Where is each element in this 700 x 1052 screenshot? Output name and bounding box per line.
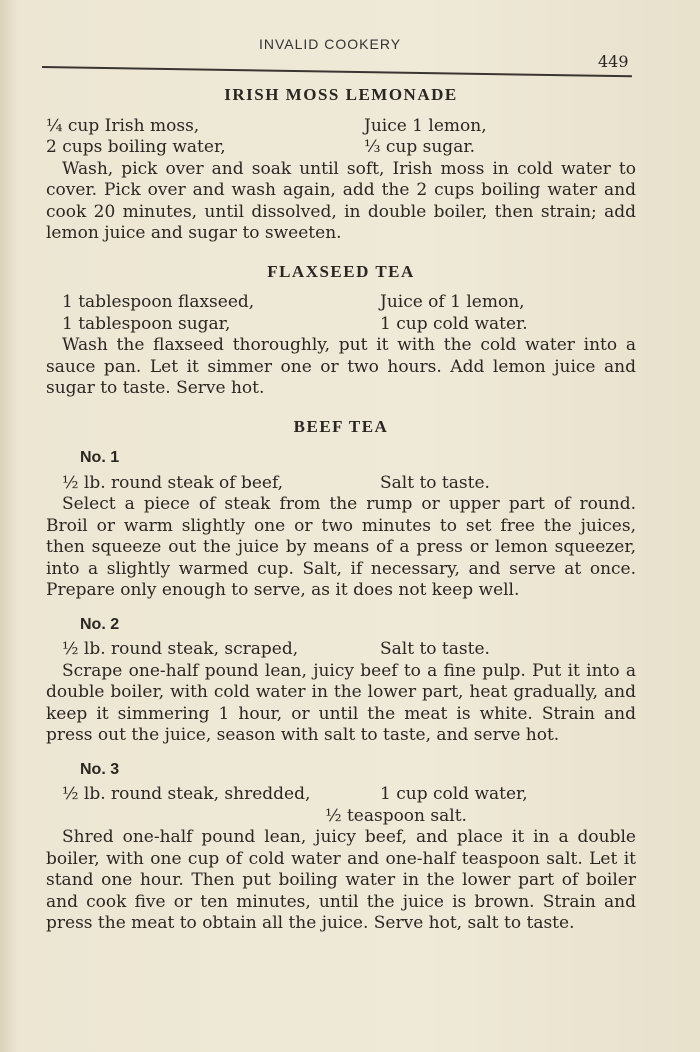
recipe-directions: Scrape one-half pound lean, juicy beef to a fine pulp. Put it into a double boiler, with cold water in the lower part, heat gradually, and keep it simmering 1 hour, or until the meat is white. Strain and press out the juice, season with salt to taste, and serve hot. bbox=[46, 660, 636, 745]
recipe-directions: Select a piece of steak from the rump or upper part of round. Broil or warm slightly one or two minutes to set free the juices, then squeeze out the juice by means of a press or lemon squeezer, into a slightly warmed cup. Salt, if necessary, and serve at once. Prepare only enough to serve, as it does not keep well. bbox=[46, 494, 636, 600]
header-rule bbox=[42, 66, 632, 77]
recipe-directions: Shred one-half pound lean, juicy beef, and place it in a double boiler, with one cup of cold water and one-half teaspoon salt. Let it stand one hour. Then put boiling water in the lower part of boiler and cook five or ten minutes, until the juice is brown. Strain and press the meat to obtain all the juice. Serve hot, salt to taste. bbox=[46, 827, 636, 933]
recipe-directions: Wash the flaxseed thoroughly, put it with the cold water into a sauce pan. Let it simmer one or two hours. Add lemon juice and sugar to taste. Serve hot. bbox=[46, 335, 636, 398]
ingredient: ½ teaspoon salt. bbox=[325, 805, 467, 826]
page-content bbox=[46, 84, 636, 951]
page-number: 449 bbox=[598, 52, 629, 71]
ingredient-row bbox=[46, 314, 636, 336]
beef-tea-variant-3 bbox=[46, 759, 636, 935]
ingredient: ½ lb. round steak of beef, bbox=[62, 472, 284, 493]
ingredient: 1 tablespoon flaxseed, bbox=[62, 292, 255, 312]
ingredient: Juice 1 lemon, bbox=[364, 115, 487, 136]
ingredient: 2 cups boiling water, bbox=[46, 137, 226, 157]
ingredient-row bbox=[46, 784, 636, 806]
ingredient: ⅓ cup sugar. bbox=[364, 137, 475, 157]
variant-label: No. 3 bbox=[80, 760, 120, 778]
ingredient: Salt to taste. bbox=[380, 639, 490, 659]
ingredient: ¼ cup Irish moss, bbox=[46, 115, 200, 136]
ingredient: ½ lb. round steak, scraped, bbox=[62, 639, 299, 659]
variant-label: No. 2 bbox=[80, 615, 120, 633]
running-title: INVALID COOKERY bbox=[258, 36, 402, 52]
ingredient-row bbox=[46, 137, 636, 159]
ingredient-row bbox=[46, 292, 636, 314]
recipe-beef-tea bbox=[46, 416, 636, 935]
recipe-irish-moss-lemonade bbox=[46, 84, 636, 245]
beef-tea-variant-1 bbox=[46, 447, 636, 602]
ingredient-row bbox=[46, 473, 636, 495]
ingredient: 1 cup cold water. bbox=[380, 313, 528, 334]
ingredient: ½ lb. round steak, shredded, bbox=[62, 784, 311, 804]
recipe-title: BEEF TEA bbox=[293, 416, 389, 436]
variant-label: No. 1 bbox=[80, 449, 120, 466]
beef-tea-variant-2 bbox=[46, 614, 636, 747]
ingredient: Salt to taste. bbox=[380, 472, 490, 493]
ingredient-row bbox=[46, 116, 636, 138]
ingredient: 1 cup cold water, bbox=[380, 784, 528, 804]
ingredient: Juice of 1 lemon, bbox=[380, 292, 525, 312]
recipe-flaxseed-tea bbox=[46, 261, 636, 400]
recipe-title: FLAXSEED TEA bbox=[267, 261, 415, 281]
ingredient: 1 tablespoon sugar, bbox=[62, 313, 231, 334]
recipe-title: IRISH MOSS LEMONADE bbox=[224, 85, 458, 104]
recipe-directions: Wash, pick over and soak until soft, Irish moss in cold water to cover. Pick over and wash again, add the 2 cups boiling water and cook 20 minutes, until dissolved, in double boiler, then strain; add lemon juice and sugar to sweeten. bbox=[46, 158, 636, 243]
ingredient-row bbox=[46, 639, 636, 661]
